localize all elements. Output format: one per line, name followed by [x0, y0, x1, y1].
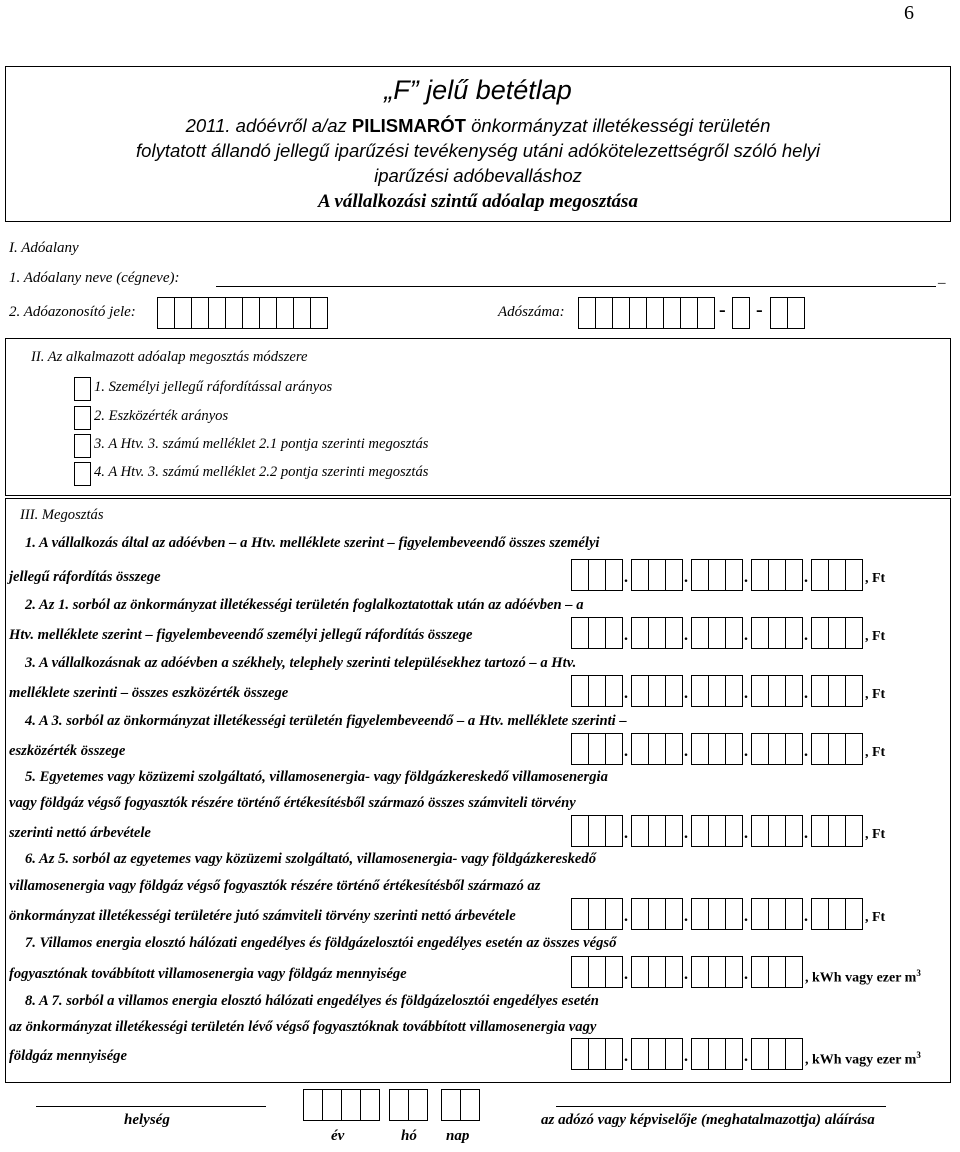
year-box[interactable]: [341, 1089, 361, 1121]
item6-separator-dot: .: [684, 908, 688, 925]
item3-separator-dot: .: [684, 685, 688, 702]
section3-heading: III. Megosztás: [20, 507, 104, 523]
item4-amount-box[interactable]: [725, 733, 743, 765]
item2-line1: 2. Az 1. sorból az önkormányzat illetékességi területén foglalkoztatottak után az adóévben – a: [25, 597, 584, 613]
item1-line2: jellegű ráfordítás összege: [9, 569, 161, 585]
item8-line2: az önkormányzat illetékességi területén lévő végső fogyasztóknak továbbított villamosenergia vagy: [9, 1019, 597, 1035]
item4-amount-box[interactable]: [588, 733, 606, 765]
item2-amount-box[interactable]: [751, 617, 769, 649]
item7-amount-box[interactable]: [751, 956, 769, 988]
item8-amount-box[interactable]: [768, 1038, 786, 1070]
item7-amount-box[interactable]: [588, 956, 606, 988]
item6-amount-box[interactable]: [785, 898, 803, 930]
item2-amount-box[interactable]: [571, 617, 589, 649]
item2-amount-box[interactable]: [828, 617, 846, 649]
item8-line1: 8. A 7. sorból a villamos energia elosztó hálózati engedélyes és földgázelosztói engedélyes esetén: [25, 993, 599, 1009]
item2-amount-box[interactable]: [648, 617, 666, 649]
item6-amount-box[interactable]: [811, 898, 829, 930]
item5-amount-box[interactable]: [751, 815, 769, 847]
item7-amount-box[interactable]: [691, 956, 709, 988]
item1-amount-box[interactable]: [811, 559, 829, 591]
tax-id-boxes[interactable]: [157, 297, 327, 329]
item6-separator-dot: .: [624, 908, 628, 925]
item8-separator-dot: .: [624, 1048, 628, 1065]
item2-amount-box[interactable]: [785, 617, 803, 649]
item5-amount-box[interactable]: [785, 815, 803, 847]
item8-amount-box[interactable]: [691, 1038, 709, 1070]
item3-amount-box[interactable]: [811, 675, 829, 707]
item7-amount-box[interactable]: [648, 956, 666, 988]
item8-amount-box[interactable]: [631, 1038, 649, 1070]
item8-amount-box[interactable]: [648, 1038, 666, 1070]
item3-amount-box[interactable]: [725, 675, 743, 707]
item4-separator-dot: .: [624, 743, 628, 760]
item2-amount-box[interactable]: [631, 617, 649, 649]
item5-line2: vagy földgáz végső fogyasztók részére történő értékesítésből származó összes számviteli törvény: [9, 795, 576, 811]
item7-amount-box[interactable]: [708, 956, 726, 988]
item5-amount-box[interactable]: [648, 815, 666, 847]
method-checkbox-3[interactable]: [74, 434, 91, 458]
item4-amount-box[interactable]: [785, 733, 803, 765]
item5-amount-box[interactable]: [811, 815, 829, 847]
item7-amount-box[interactable]: [725, 956, 743, 988]
tax-id-box[interactable]: [293, 297, 311, 329]
item3-amount-box[interactable]: [845, 675, 863, 707]
item1-amount-box[interactable]: [588, 559, 606, 591]
item8-amount-box[interactable]: [605, 1038, 623, 1070]
item4-amount-box[interactable]: [768, 733, 786, 765]
item3-amount-box[interactable]: [691, 675, 709, 707]
item7-separator-dot: .: [624, 966, 628, 983]
tax-id-box[interactable]: [208, 297, 226, 329]
item8-unit: , kWh vagy ezer $m^3$: [805, 1050, 921, 1068]
item8-amount-box[interactable]: [708, 1038, 726, 1070]
item6-line3: önkormányzat illetékességi területére jutó számviteli törvény szerinti nettó árbevétele: [9, 908, 516, 924]
item1-separator-dot: .: [744, 569, 748, 586]
item5-amount-box[interactable]: [571, 815, 589, 847]
item5-separator-dot: .: [624, 825, 628, 842]
dash: -: [756, 299, 763, 321]
year-box[interactable]: [360, 1089, 380, 1121]
item6-amount-box[interactable]: [751, 898, 769, 930]
name-label: 1. Adóalany neve (cégneve):: [9, 270, 180, 286]
form-header: [5, 66, 951, 222]
item7-amount-box[interactable]: [631, 956, 649, 988]
item7-separator-dot: .: [684, 966, 688, 983]
item6-amount-box[interactable]: [605, 898, 623, 930]
method-checkbox-1[interactable]: [74, 377, 91, 401]
tax-number-box[interactable]: [732, 297, 750, 329]
item5-unit: , Ft: [865, 827, 886, 842]
tax-number-box[interactable]: [680, 297, 698, 329]
item3-separator-dot: .: [804, 685, 808, 702]
tax-number-box[interactable]: [787, 297, 805, 329]
item6-amount-box[interactable]: [845, 898, 863, 930]
item1-amount-box[interactable]: [648, 559, 666, 591]
item5-amount-box[interactable]: [588, 815, 606, 847]
item4-unit: , Ft: [865, 745, 886, 760]
municipality-name: PILISMARÓT: [351, 115, 466, 136]
item4-amount-box[interactable]: [691, 733, 709, 765]
item2-amount-box[interactable]: [665, 617, 683, 649]
item5-amount-box[interactable]: [605, 815, 623, 847]
section1-heading: I. Adóalany: [9, 240, 79, 256]
item1-amount-box[interactable]: [665, 559, 683, 591]
item3-amount-box[interactable]: [665, 675, 683, 707]
item1-amount-box[interactable]: [768, 559, 786, 591]
item5-amount-box[interactable]: [691, 815, 709, 847]
item3-line2: melléklete szerinti – összes eszközérték összege: [9, 685, 289, 701]
item2-separator-dot: .: [624, 627, 628, 644]
tax-number-box[interactable]: [595, 297, 613, 329]
item3-amount-box[interactable]: [631, 675, 649, 707]
tax-id-box[interactable]: [191, 297, 209, 329]
item4-amount-box[interactable]: [751, 733, 769, 765]
name-underscore: _: [938, 270, 946, 286]
item8-amount-box[interactable]: [588, 1038, 606, 1070]
item6-line1: 6. Az 5. sorból az egyetemes vagy közüzemi szolgáltató, villamosenergia- vagy földgázkereskedő: [25, 851, 596, 867]
tax-id-box[interactable]: [276, 297, 294, 329]
item6-amount-box[interactable]: [691, 898, 709, 930]
page-title: „F” jelű betétlap: [384, 75, 572, 105]
item6-amount-box[interactable]: [708, 898, 726, 930]
year-label: év: [331, 1128, 345, 1144]
item5-amount-box[interactable]: [665, 815, 683, 847]
item1-amount-box[interactable]: [785, 559, 803, 591]
item8-separator-dot: .: [744, 1048, 748, 1065]
item7-line2: fogyasztónak továbbított villamosenergia vagy földgáz mennyisége: [9, 966, 407, 982]
item6-amount-box[interactable]: [768, 898, 786, 930]
tax-id-box[interactable]: [174, 297, 192, 329]
tax-number-box[interactable]: [612, 297, 630, 329]
day-box[interactable]: [460, 1089, 480, 1121]
signature-line[interactable]: [556, 1106, 886, 1107]
header-line-2: folytatott állandó jellegű iparűzési tevékenység utáni adókötelezettségről szóló helyi: [136, 140, 820, 161]
method-option-2: 2. Eszközérték arányos: [94, 408, 229, 424]
item1-amount-box[interactable]: [631, 559, 649, 591]
item8-amount-box[interactable]: [751, 1038, 769, 1070]
item7-amount-box[interactable]: [571, 956, 589, 988]
method-option-4: 4. A Htv. 3. számú melléklet 2.2 pontja szerinti megosztás: [94, 464, 429, 480]
header-line-1: 2011. adóévről a/az PILISMARÓT önkormányzat illetékességi területén: [185, 115, 771, 136]
item8-line3: földgáz mennyisége: [9, 1048, 127, 1064]
item4-amount-box[interactable]: [631, 733, 649, 765]
item2-line2: Htv. melléklete szerint – figyelembeveendő személyi jellegű ráfordítás összege: [9, 627, 473, 643]
item4-line2: eszközérték összege: [9, 743, 126, 759]
item6-separator-dot: .: [804, 908, 808, 925]
method-checkbox-4[interactable]: [74, 462, 91, 486]
signature-label: az adózó vagy képviselője (meghatalmazottja) aláírása: [541, 1112, 875, 1128]
item6-amount-box[interactable]: [648, 898, 666, 930]
item8-amount-box[interactable]: [785, 1038, 803, 1070]
item3-amount-box[interactable]: [588, 675, 606, 707]
tax-number-boxes[interactable]: [578, 297, 808, 329]
item3-amount-box[interactable]: [708, 675, 726, 707]
item5-separator-dot: .: [744, 825, 748, 842]
item2-amount-box[interactable]: [768, 617, 786, 649]
item5-amount-box[interactable]: [845, 815, 863, 847]
month-box[interactable]: [389, 1089, 409, 1121]
item8-amount-box[interactable]: [725, 1038, 743, 1070]
item3-amount-box[interactable]: [571, 675, 589, 707]
year-box[interactable]: [322, 1089, 342, 1121]
item8-separator-dot: .: [684, 1048, 688, 1065]
item1-amount-box[interactable]: [691, 559, 709, 591]
year-box[interactable]: [303, 1089, 323, 1121]
item2-separator-dot: .: [804, 627, 808, 644]
item7-amount-box[interactable]: [665, 956, 683, 988]
item5-separator-dot: .: [804, 825, 808, 842]
item5-amount-box[interactable]: [768, 815, 786, 847]
item6-amount-box[interactable]: [725, 898, 743, 930]
tax-number-box[interactable]: [646, 297, 664, 329]
item7-unit: , kWh vagy ezer $m^3$: [805, 968, 921, 986]
item1-unit: , Ft: [865, 571, 886, 586]
header-line-3: iparűzési adóbevalláshoz: [374, 165, 582, 186]
item2-separator-dot: .: [744, 627, 748, 644]
item7-separator-dot: .: [744, 966, 748, 983]
item4-amount-box[interactable]: [828, 733, 846, 765]
item7-amount-box[interactable]: [785, 956, 803, 988]
item4-amount-box[interactable]: [571, 733, 589, 765]
tax-id-box[interactable]: [242, 297, 260, 329]
item2-amount-box[interactable]: [588, 617, 606, 649]
item1-amount-box[interactable]: [725, 559, 743, 591]
method-option-1: 1. Személyi jellegű ráfordítással arányos: [94, 379, 333, 395]
item3-unit: , Ft: [865, 687, 886, 702]
item6-unit: , Ft: [865, 910, 886, 925]
item4-amount-box[interactable]: [845, 733, 863, 765]
item1-separator-dot: .: [624, 569, 628, 586]
item1-line1: 1. A vállalkozás által az adóévben – a Htv. melléklete szerint – figyelembeveendő összes személyi: [25, 535, 600, 551]
item1-separator-dot: .: [804, 569, 808, 586]
item5-line1: 5. Egyetemes vagy közüzemi szolgáltató, villamosenergia- vagy földgázkereskedő villamosenergia: [25, 769, 608, 785]
item8-amount-box[interactable]: [571, 1038, 589, 1070]
item5-separator-dot: .: [684, 825, 688, 842]
tax-number-box[interactable]: [770, 297, 788, 329]
place-label: helység: [124, 1112, 170, 1128]
item1-amount-box[interactable]: [751, 559, 769, 591]
item2-unit: , Ft: [865, 629, 886, 644]
item2-amount-box[interactable]: [605, 617, 623, 649]
method-section: [5, 338, 951, 496]
item3-amount-box[interactable]: [751, 675, 769, 707]
item8-amount-box[interactable]: [665, 1038, 683, 1070]
item6-line2: villamosenergia vagy földgáz végső fogyasztók részére történő értékesítésből származó az: [9, 878, 541, 894]
dash: -: [719, 299, 726, 321]
method-checkbox-2[interactable]: [74, 406, 91, 430]
place-line[interactable]: [36, 1106, 266, 1107]
item2-amount-box[interactable]: [811, 617, 829, 649]
item6-separator-dot: .: [744, 908, 748, 925]
header-subtitle: A vállalkozási szintű adóalap megosztása: [318, 191, 638, 212]
item1-amount-box[interactable]: [845, 559, 863, 591]
item4-separator-dot: .: [804, 743, 808, 760]
item3-amount-box[interactable]: [605, 675, 623, 707]
item1-amount-box[interactable]: [708, 559, 726, 591]
month-box[interactable]: [408, 1089, 428, 1121]
tax-id-box[interactable]: [310, 297, 328, 329]
tax-number-box[interactable]: [697, 297, 715, 329]
tax-id-box[interactable]: [225, 297, 243, 329]
item1-amount-box[interactable]: [605, 559, 623, 591]
item2-separator-dot: .: [684, 627, 688, 644]
item3-separator-dot: .: [624, 685, 628, 702]
item6-amount-box[interactable]: [588, 898, 606, 930]
item5-amount-box[interactable]: [828, 815, 846, 847]
allocation-section: [5, 498, 951, 1083]
item3-line1: 3. A vállalkozásnak az adóévben a székhely, telephely szerinti településekhez tartozó – a Htv.: [25, 655, 577, 671]
item6-amount-box[interactable]: [665, 898, 683, 930]
item6-amount-box[interactable]: [631, 898, 649, 930]
item6-amount-box[interactable]: [828, 898, 846, 930]
tax-id-box[interactable]: [157, 297, 175, 329]
month-label: hó: [401, 1128, 417, 1144]
day-box[interactable]: [441, 1089, 461, 1121]
item2-amount-box[interactable]: [845, 617, 863, 649]
item1-separator-dot: .: [684, 569, 688, 586]
item6-amount-box[interactable]: [571, 898, 589, 930]
item4-separator-dot: .: [684, 743, 688, 760]
item3-separator-dot: .: [744, 685, 748, 702]
name-input-line[interactable]: [216, 286, 936, 287]
item4-line1: 4. A 3. sorból az önkormányzat illetékességi területén figyelembeveendő – a Htv. melléklete szerinti –: [25, 713, 627, 729]
item3-amount-box[interactable]: [648, 675, 666, 707]
item7-amount-box[interactable]: [768, 956, 786, 988]
item2-amount-box[interactable]: [708, 617, 726, 649]
item4-separator-dot: .: [744, 743, 748, 760]
item4-amount-box[interactable]: [811, 733, 829, 765]
method-option-3: 3. A Htv. 3. számú melléklet 2.1 pontja szerinti megosztás: [94, 436, 429, 452]
tax-number-box[interactable]: [578, 297, 596, 329]
tax-id-box[interactable]: [259, 297, 277, 329]
tax-number-label: Adószáma:: [498, 304, 565, 320]
item7-amount-box[interactable]: [605, 956, 623, 988]
date-boxes[interactable]: [303, 1089, 483, 1123]
day-label: nap: [446, 1128, 470, 1144]
item3-amount-box[interactable]: [828, 675, 846, 707]
tax-number-box[interactable]: [663, 297, 681, 329]
item1-amount-box[interactable]: [828, 559, 846, 591]
item5-amount-box[interactable]: [708, 815, 726, 847]
section2-heading: II. Az alkalmazott adóalap megosztás módszere: [31, 349, 308, 365]
item2-amount-box[interactable]: [725, 617, 743, 649]
item4-amount-box[interactable]: [708, 733, 726, 765]
tax-number-box[interactable]: [629, 297, 647, 329]
item3-amount-box[interactable]: [785, 675, 803, 707]
tax-id-label: 2. Adóazonosító jele:: [9, 304, 136, 320]
item7-line1: 7. Villamos energia elosztó hálózati engedélyes és földgázelosztói engedélyes esetén az összes végső: [25, 935, 617, 951]
item1-amount-box[interactable]: [571, 559, 589, 591]
item4-amount-box[interactable]: [665, 733, 683, 765]
item4-amount-box[interactable]: [605, 733, 623, 765]
item2-amount-box[interactable]: [691, 617, 709, 649]
item4-amount-box[interactable]: [648, 733, 666, 765]
item3-amount-box[interactable]: [768, 675, 786, 707]
item5-amount-box[interactable]: [631, 815, 649, 847]
page-number: 6: [904, 2, 914, 24]
item5-line3: szerinti nettó árbevétele: [9, 825, 151, 841]
item5-amount-box[interactable]: [725, 815, 743, 847]
